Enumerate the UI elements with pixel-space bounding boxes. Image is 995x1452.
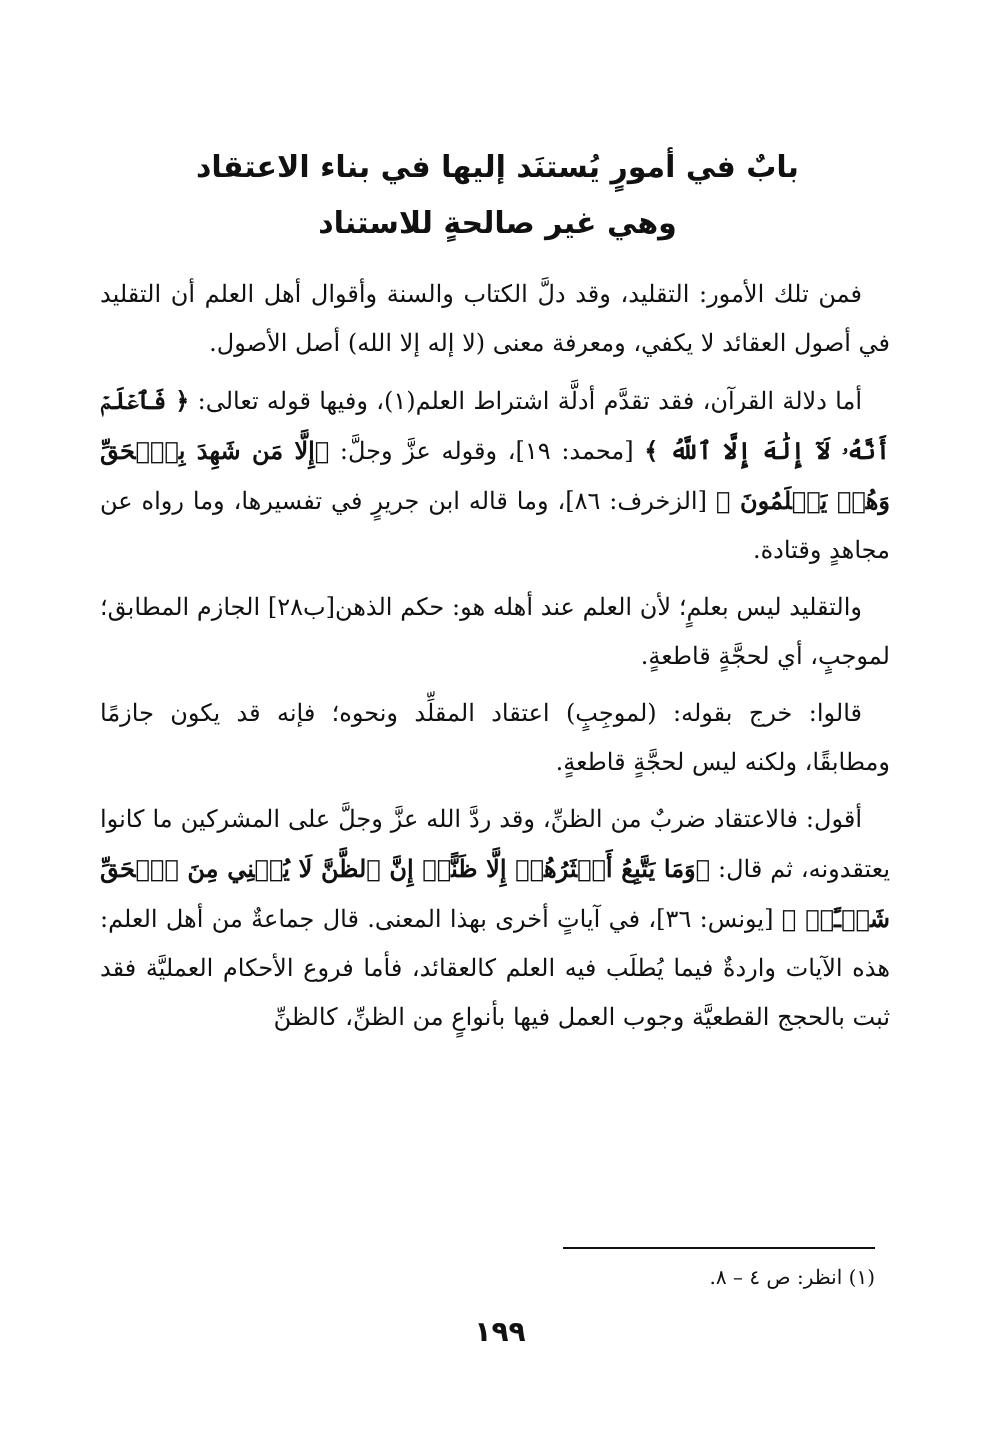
text-segment: [محمد: ١٩]، وقوله عزَّ وجلَّ: [329, 437, 645, 465]
quran-verse: ﴿ فَٱعۡلَمۡ أَنَّهُۥ لَآ إِلَٰهَ إِلَّا ٱللَّهُ ﴾ [100, 386, 891, 465]
text-segment: [الزخرف: ٨٦]، وما قاله ابن جريرٍ في تفسيرها، وما رواه عن مجاهدٍ وقتادة. [100, 487, 890, 564]
text-segment: أقول: فالاعتقاد ضربٌ من الظنِّ، وقد ردَّ الله عزَّ وجلَّ على المشركين ما كانوا يعتقدونه، ثم قال: [100, 805, 891, 883]
paragraph [100, 270, 890, 368]
text-segment: أما دلالة القرآن، فقد تقدَّم أدلَّة اشتراط العلم(١)، وفيها قوله تعالى: [189, 387, 863, 415]
chapter-heading [100, 140, 895, 252]
quran-verse: ﴿وَمَا يَتَّبِعُ أَكۡثَرُهُمۡ إِلَّا ظَنًّاۚ إِنَّ ٱلظَّنَّ لَا يُغۡنِي مِنَ ٱلۡحَقِّ شَيۡـًٔاۚ ﴾ [100, 854, 890, 933]
footnote: (١) انظر: ص ٤ – ٨. [709, 1265, 875, 1289]
page-number: ١٩٩ [474, 1315, 526, 1348]
text-segment: [يونس: ٣٦]، في آياتٍ أخرى بهذا المعنى. قال جماعةٌ من أهل العلم: هذه الآيات واردةٌ فيما يُطلَب فيه العلم كالعقائد، فأما فروع الأحكام العمليَّة فقد ثبت بالحجج القطعيَّة وجوب العمل فيها بأنواعٍ من الظنِّ، كالظنِّ [100, 905, 890, 1031]
text-segment: فمن تلك الأمور: التقليد، وقد دلَّ الكتاب والسنة وأقوال أهل العلم أن التقليد في أصول العقائد لا يكفي، ومعرفة معنى (لا إله إلا الله) أصل الأصول. [100, 280, 890, 357]
body-text [100, 270, 890, 1050]
quran-verse: ﴿إِلَّا مَن شَهِدَ بِٱلۡحَقِّ وَهُمۡ يَعۡلَمُونَ ﴾ [100, 436, 890, 515]
text-segment: والتقليد ليس بعلمٍ؛ لأن العلم عند أهله هو: حكم الذهن[ب٢٨] الجازم المطابق؛ لموجبٍ، أي لحجَّةٍ قاطعةٍ. [100, 593, 890, 670]
chapter-title-line-1: بابٌ في أمورٍ يُستنَد إليها في بناء الاعتقاد [196, 150, 799, 185]
paragraph [100, 689, 890, 787]
text-segment: قالوا: خرج بقوله: (لموجِبٍ) اعتقاد المقلِّد ونحوه؛ فإنه قد يكون جازمًا ومطابقًا، ولكنه ليس لحجَّةٍ قاطعةٍ. [100, 699, 890, 776]
paragraph [100, 583, 890, 681]
chapter-title-line-2: وهي غير صالحةٍ للاستناد [318, 206, 677, 241]
paragraph [100, 795, 890, 1042]
paragraph [100, 376, 890, 575]
footnote-divider [563, 1247, 875, 1249]
